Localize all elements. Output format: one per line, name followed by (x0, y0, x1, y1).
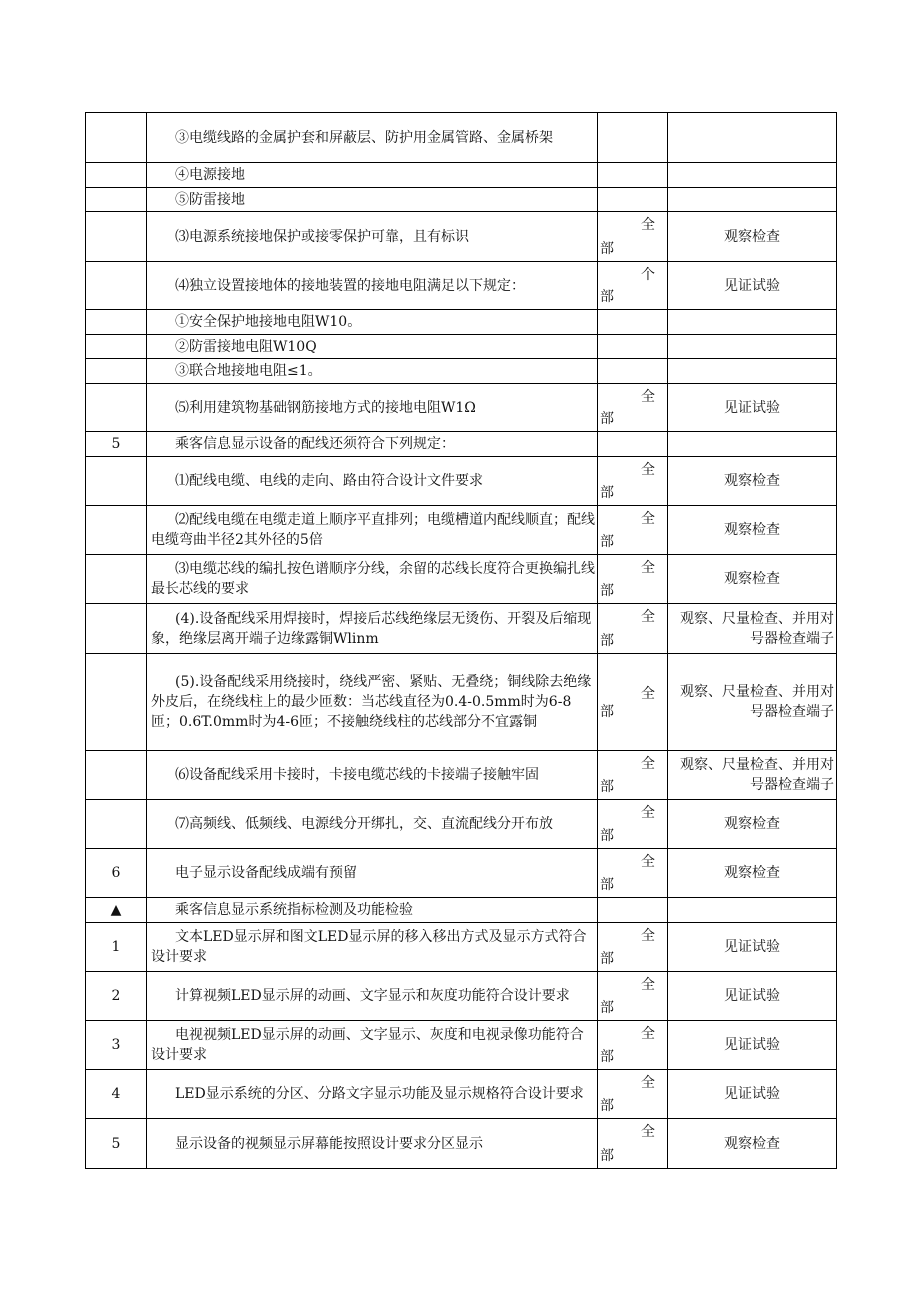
item-number (86, 188, 147, 212)
inspection-scope (598, 923, 668, 972)
scope-bottom-char: 部 (600, 289, 614, 305)
scope-top-char: 全 (641, 805, 655, 821)
scope-top-char: 全 (641, 1026, 655, 1042)
table-row (86, 113, 837, 163)
inspection-item (147, 849, 598, 898)
scope-top-char: 全 (641, 977, 655, 993)
scope-bottom-char: 部 (600, 534, 614, 550)
scope-bottom-char: 部 (600, 1049, 614, 1065)
table-row (86, 654, 837, 751)
inspection-method: 观察、尺量检查、并用对号器检查端子 (668, 751, 837, 800)
inspection-scope (598, 1021, 668, 1070)
inspection-scope (598, 972, 668, 1021)
scope-top-char: 全 (641, 389, 655, 405)
table-row (86, 506, 837, 555)
inspection-item-text: 乘客信息显示设备的配线还须符合下列规定： (175, 436, 455, 452)
inspection-method: 见证试验 (668, 923, 837, 972)
table-row (86, 800, 837, 849)
inspection-scope (598, 849, 668, 898)
table-row (86, 262, 837, 310)
table-row (86, 310, 837, 335)
inspection-scope (598, 1070, 668, 1119)
inspection-scope (598, 604, 668, 654)
inspection-method (668, 359, 837, 384)
inspection-item-text: ⑺高频线、低频线、电源线分开绑扎，交、直流配线分开布放 (175, 816, 553, 832)
inspection-item (147, 898, 598, 923)
inspection-item-text: LED显示系统的分区、分路文字显示功能及显示规格符合设计要求 (175, 1086, 584, 1102)
inspection-item (147, 1119, 598, 1169)
inspection-method: 观察、尺量检查、并用对号器检查端子 (668, 604, 837, 654)
inspection-scope (598, 751, 668, 800)
scope-bottom-char: 部 (600, 485, 614, 501)
scope-bottom-char: 部 (600, 1148, 614, 1164)
scope-top-char: 个 (641, 267, 655, 283)
inspection-item (147, 972, 598, 1021)
inspection-scope (598, 262, 668, 310)
inspection-item (147, 262, 598, 310)
inspection-item (147, 457, 598, 506)
inspection-scope (598, 1119, 668, 1169)
inspection-method: 观察检查 (668, 849, 837, 898)
inspection-item (147, 751, 598, 800)
item-number (86, 506, 147, 555)
inspection-item-text: ⑶电缆芯线的编扎按色谱顺序分线，余留的芯线长度符合更换编扎线最长芯线的要求 (151, 561, 595, 597)
item-number: 4 (86, 1070, 147, 1119)
inspection-item (147, 555, 598, 604)
inspection-item-text: ④电源接地 (175, 167, 245, 183)
inspection-scope (598, 335, 668, 359)
inspection-scope (598, 384, 668, 432)
inspection-item (147, 654, 598, 751)
table-row (86, 898, 837, 923)
inspection-method: 观察检查 (668, 212, 837, 262)
inspection-item (147, 604, 598, 654)
scope-bottom-char: 部 (600, 951, 614, 967)
inspection-item (147, 1021, 598, 1070)
inspection-item-text: ⑹设备配线采用卡接时，卡接电缆芯线的卡接端子接触牢固 (175, 767, 539, 783)
item-number (86, 751, 147, 800)
inspection-item (147, 163, 598, 188)
inspection-item-text: 显示设备的视频显示屏幕能按照设计要求分区显示 (175, 1135, 483, 1152)
scope-bottom-char: 部 (600, 1000, 614, 1016)
scope-bottom-char: 部 (600, 633, 614, 649)
inspection-method (668, 188, 837, 212)
inspection-scope (598, 898, 668, 923)
scope-top-char: 全 (641, 217, 655, 233)
inspection-scope (598, 457, 668, 506)
item-number (86, 113, 147, 163)
inspection-item (147, 923, 598, 972)
inspection-item (147, 310, 598, 335)
inspection-method: 见证试验 (668, 1021, 837, 1070)
inspection-item-text: ①安全保护地接地电阻W10。 (175, 314, 362, 330)
inspection-item-text: ③电缆线路的金属护套和屏蔽层、防护用金属管路、金属桥架 (175, 129, 553, 146)
item-number: ▲ (86, 898, 147, 923)
table-row (86, 163, 837, 188)
scope-bottom-char: 部 (600, 877, 614, 893)
inspection-method: 观察检查 (668, 800, 837, 849)
scope-top-char: 全 (641, 511, 655, 527)
item-number (86, 384, 147, 432)
inspection-item-text: ⑴配线电缆、电线的走向、路由符合设计文件要求 (175, 473, 483, 489)
inspection-method (668, 335, 837, 359)
inspection-item (147, 1070, 598, 1119)
item-number: 2 (86, 972, 147, 1021)
table-row (86, 188, 837, 212)
table-row (86, 923, 837, 972)
inspection-item-text: ⑷独立设置接地体的接地装置的接地电阻满足以下规定： (175, 277, 525, 294)
inspection-item-text: ②防雷接地电阻W10Q (175, 338, 317, 355)
inspection-table (85, 112, 837, 1169)
item-number (86, 604, 147, 654)
inspection-method (668, 113, 837, 163)
inspection-method: 见证试验 (668, 262, 837, 310)
inspection-item (147, 359, 598, 384)
item-number (86, 555, 147, 604)
scope-top-char: 全 (641, 609, 655, 625)
scope-bottom-char: 部 (600, 779, 614, 795)
inspection-item-text: 电子显示设备配线成端有预留 (175, 865, 357, 881)
item-number (86, 262, 147, 310)
inspection-item-text: (4).设备配线采用焊接时，焊接后芯线绝缘层无烫伤、开裂及后缩现象，绝缘层离开端子边缘露铜Wlinm (151, 610, 592, 647)
item-number (86, 212, 147, 262)
table-row (86, 751, 837, 800)
inspection-item-text: (5).设备配线采用绕接时，绕线严密、紧贴、无叠绕；铜线除去绝缘外皮后，在绕线柱上的最少匝数：当芯线直径为0.4-0.5mm时为6-8匝；0.6T.0mm时为4-6匝；不接触绕线柱的芯线部分不宜露铜 (151, 674, 592, 730)
inspection-item-text: ⑸利用建筑物基础钢筋接地方式的接地电阻W1Ω (175, 399, 476, 416)
inspection-item-text: 乘客信息显示系统指标检测及功能检验 (175, 902, 413, 918)
item-number (86, 163, 147, 188)
inspection-scope (598, 188, 668, 212)
item-number (86, 335, 147, 359)
inspection-item-text: 电视视频LED显示屏的动画、文字显示、灰度和电视录像功能符合设计要求 (151, 1027, 584, 1063)
scope-top-char: 全 (641, 854, 655, 870)
inspection-item (147, 506, 598, 555)
item-number (86, 654, 147, 751)
inspection-scope (598, 113, 668, 163)
inspection-scope (598, 432, 668, 457)
scope-bottom-char: 部 (600, 583, 614, 599)
item-number (86, 359, 147, 384)
table-row (86, 432, 837, 457)
table-row (86, 212, 837, 262)
inspection-method (668, 310, 837, 335)
inspection-item (147, 800, 598, 849)
table-row (86, 359, 837, 384)
table-row (86, 1119, 837, 1169)
inspection-item-text: ⑤防雷接地 (175, 191, 245, 208)
inspection-item (147, 212, 598, 262)
item-number (86, 800, 147, 849)
scope-bottom-char: 部 (600, 1098, 614, 1114)
inspection-method: 观察检查 (668, 457, 837, 506)
inspection-method: 观察、尺量检查、并用对号器检查端子 (668, 654, 837, 751)
scope-top-char: 全 (641, 560, 655, 576)
scope-bottom-char: 部 (600, 828, 614, 844)
inspection-method: 见证试验 (668, 1070, 837, 1119)
scope-top-char: 全 (641, 756, 655, 772)
inspection-scope (598, 555, 668, 604)
item-number: 5 (86, 1119, 147, 1169)
scope-top-char: 全 (641, 928, 655, 944)
scope-top-char: 全 (641, 462, 655, 478)
table-row (86, 457, 837, 506)
inspection-item (147, 335, 598, 359)
inspection-method: 观察检查 (668, 506, 837, 555)
inspection-item-text: ⑵配线电缆在电缆走道上顺序平直排列；电缆槽道内配线顺直；配线电缆弯曲半径2其外径的5倍 (151, 512, 595, 548)
inspection-item (147, 432, 598, 457)
inspection-item-text: 文本LED显示屏和图文LED显示屏的移入移出方式及显示方式符合设计要求 (151, 929, 587, 965)
inspection-scope (598, 506, 668, 555)
scope-bottom-char: 部 (600, 704, 614, 720)
table-row (86, 555, 837, 604)
table-row (86, 1070, 837, 1119)
scope-bottom-char: 部 (600, 411, 614, 427)
inspection-method: 见证试验 (668, 384, 837, 432)
inspection-scope (598, 163, 668, 188)
table-row (86, 972, 837, 1021)
inspection-item (147, 113, 598, 163)
item-number (86, 457, 147, 506)
inspection-method (668, 163, 837, 188)
table-row (86, 849, 837, 898)
scope-bottom-char: 部 (600, 241, 614, 257)
table-row (86, 384, 837, 432)
inspection-item-text: 计算视频LED显示屏的动画、文字显示和灰度功能符合设计要求 (175, 988, 570, 1004)
item-number: 6 (86, 849, 147, 898)
item-number: 3 (86, 1021, 147, 1070)
inspection-method (668, 432, 837, 457)
inspection-item-text: ③联合地接地电阻≤1。 (175, 363, 322, 379)
inspection-method: 观察检查 (668, 1119, 837, 1169)
scope-top-char: 全 (641, 1124, 655, 1140)
inspection-scope (598, 359, 668, 384)
table-row (86, 335, 837, 359)
inspection-scope (598, 800, 668, 849)
table-row (86, 604, 837, 654)
inspection-item (147, 384, 598, 432)
scope-top-char: 全 (641, 686, 655, 702)
scope-top-char: 全 (641, 1075, 655, 1091)
inspection-method: 观察检查 (668, 555, 837, 604)
inspection-scope (598, 310, 668, 335)
item-number: 5 (86, 432, 147, 457)
inspection-item (147, 188, 598, 212)
item-number (86, 310, 147, 335)
inspection-method: 见证试验 (668, 972, 837, 1021)
table-row (86, 1021, 837, 1070)
inspection-method (668, 898, 837, 923)
inspection-scope (598, 212, 668, 262)
inspection-scope (598, 654, 668, 751)
inspection-item-text: ⑶电源系统接地保护或接零保护可靠，且有标识 (175, 228, 469, 245)
item-number: 1 (86, 923, 147, 972)
inspection-table-body (86, 113, 837, 1169)
